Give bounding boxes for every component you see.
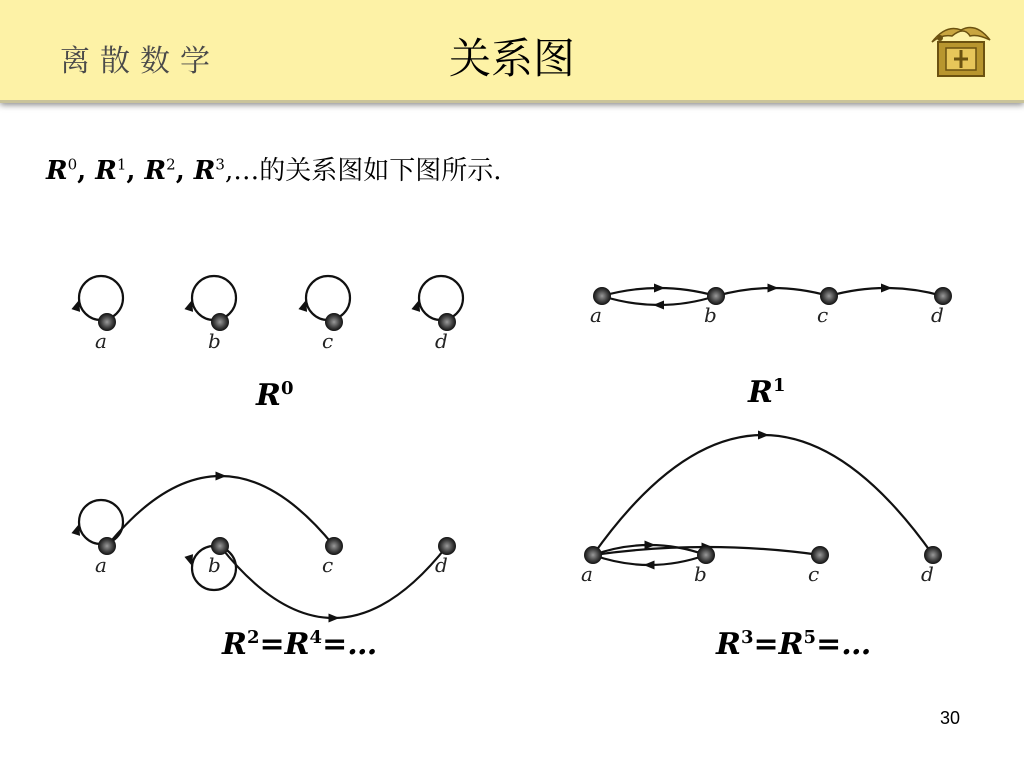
node-label-R0-d: d <box>435 329 448 353</box>
loop-R0-c <box>306 276 350 320</box>
edge-arrow-R1-b-a <box>653 301 664 310</box>
caption-r0: $R^0$ <box>256 378 294 413</box>
node-label-R1-b: b <box>704 303 717 327</box>
edge-R3-a-d <box>593 435 933 555</box>
caption-r3: $R^3=R^5=\dots$ <box>716 627 872 662</box>
edge-arrow-R1-b-c <box>768 284 779 293</box>
node-label-R3-b: b <box>694 562 707 586</box>
loop-R2-a <box>79 500 123 544</box>
edge-arrow-R3-b-a <box>644 561 655 570</box>
node-label-R2-a: a <box>95 553 107 577</box>
edge-arrow-R2-b-d <box>329 614 340 623</box>
intro-sentence: $R^0$, $R^1$, $R^2$, $R^3,\dots$的关系图如下图所示. <box>46 155 502 186</box>
node-label-R3-c: c <box>808 562 820 586</box>
loop-arrow-R0-b <box>184 300 193 312</box>
node-label-R0-b: b <box>208 329 221 353</box>
page-number: 30 <box>940 708 961 728</box>
node-label-R2-c: c <box>322 553 334 577</box>
edge-arrow-R2-a-c <box>216 472 227 481</box>
loop-arrow-R2-b <box>184 554 193 566</box>
node-label-R1-c: c <box>817 303 829 327</box>
loop-R0-a <box>79 276 123 320</box>
loop-arrow-R0-a <box>71 300 80 312</box>
node-label-R0-c: c <box>322 329 334 353</box>
node-label-R1-d: d <box>931 303 944 327</box>
edge-R2-b-d <box>220 546 447 618</box>
node-label-R1-a: a <box>590 303 602 327</box>
node-label-R2-b: b <box>208 553 221 577</box>
caption-r2: $R^2=R^4=\dots$ <box>222 627 378 662</box>
loop-arrow-R0-d <box>411 300 420 312</box>
node-label-R3-d: d <box>921 562 934 586</box>
course-title: 离散数学 <box>60 44 220 79</box>
edge-arrow-R3-a-d <box>758 431 769 440</box>
loop-R0-d <box>419 276 463 320</box>
loop-arrow-R2-a <box>71 524 80 536</box>
edge-arrow-R1-a-b <box>654 284 665 293</box>
loop-R0-b <box>192 276 236 320</box>
node-label-R2-d: d <box>435 553 448 577</box>
node-label-R3-a: a <box>581 562 593 586</box>
slide-title: 关系图 <box>448 34 575 83</box>
node-label-R0-a: a <box>95 329 107 353</box>
loop-arrow-R0-c <box>298 300 307 312</box>
intro-text: ,…的关系图如下图所示. <box>224 156 502 186</box>
edge-R2-a-c <box>107 476 334 546</box>
edge-arrow-R1-c-d <box>881 284 892 293</box>
caption-r1: $R^1$ <box>748 375 786 410</box>
